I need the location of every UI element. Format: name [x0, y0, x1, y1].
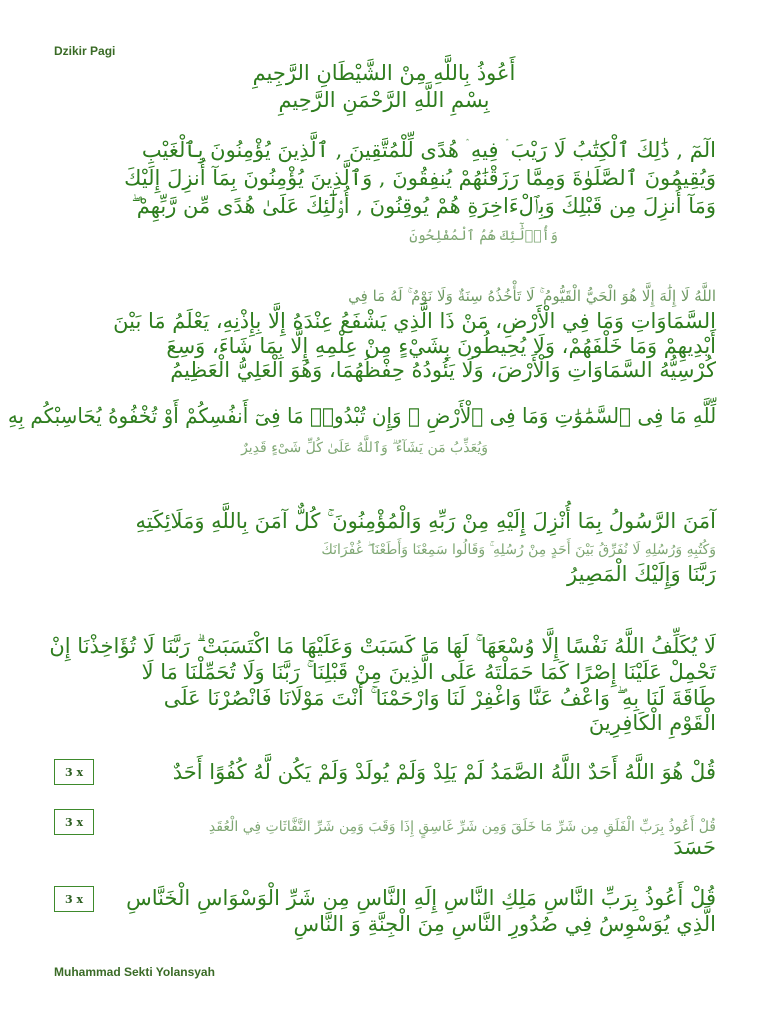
baqarah-286-line-1: لَا يُكَلِّفُ اللَّهُ نَفْسًا إِلَّا وُسْعَهَا ۚ لَهَا مَا كَسَبَتْ وَعَلَيْهَا مَا اكْتَسَبَتْ ۗ رَبَّنَا لَا تُؤَاخِذْنَا إِنْ — [49, 634, 716, 658]
falaq-line-2: حَسَدَ — [673, 835, 716, 859]
baqarah-286-line-3: طَاقَةَ لَنَا بِهِ ۖ وَاعْفُ عَنَّا وَاغْفِرْ لَنَا وَارْحَمْنَا ۚ أَنْتَ مَوْلَانَا فَانْصُرْنَا عَلَى — [163, 686, 716, 710]
author-name: Muhammad Sekti Yolansyah — [54, 965, 215, 979]
baqarah-opening-line-1: الٓمٓ , ذَٰلِكَ ٱلْكِتَٰبُ لَا رَيْبَ ۛ فِيهِ ۛ هُدًى لِّلْمُتَّقِينَ , ٱلَّذِينَ يُؤْمِنُونَ بِٱلْغَيْبِ — [141, 138, 716, 162]
baqarah-opening-line-2: وَيُقِيمُونَ ٱلصَّلَوٰةَ وَمِمَّا رَزَقْنَٰهُمْ يُنفِقُونَ , وَٱلَّذِينَ يُؤْمِنُونَ بِمَآ أُنزِلَ إِلَيْكَ — [124, 166, 716, 190]
ayat-kursi-line-4: كُرْسِيُّهُ السَّمَاوَاتِ وَالْأَرْضَ، وَلَا يَئُودُهُ حِفْظُهُمَا، وَهُوَ الْعَلِيُّ الْعَظِيمُ — [170, 358, 716, 382]
ikhlas-repeat-badge: 3 x — [54, 759, 94, 785]
basmalah: بِسْمِ اللَّهِ الرَّحْمَنِ الرَّحِيمِ — [278, 88, 490, 112]
ayat-kursi-line-3: أَيْدِيهِمْ وَمَا خَلْفَهُمْ، وَلَا يُحِيطُونَ بِشَيْءٍ مِنْ عِلْمِهِ إِلَّا بِمَا شَاءَ، وَسِعَ — [166, 334, 716, 358]
baqarah-285-line-1: آمَنَ الرَّسُولُ بِمَا أُنْزِلَ إِلَيْهِ مِنْ رَبِّهِ وَالْمُؤْمِنُونَ ۚ كُلٌّ آمَنَ بِاللَّهِ وَمَلَائِكَتِهِ — [135, 509, 716, 533]
nas-line-1: قُلْ أَعُوذُ بِرَبِّ النَّاسِ مَلِكِ النَّاسِ إِلَهِ النَّاسِ مِن شَرِّ الْوَسْوَاسِ الْخَنَّاسِ — [126, 886, 716, 910]
ayat-kursi-line-2: السَّمَاوَاتِ وَمَا فِي الْأَرْضِ، مَنْ ذَا الَّذِي يَشْفَعُ عِنْدَهُ إِلَّا بِإِذْنِهِ، يَعْلَمُ مَا بَيْنَ — [113, 309, 716, 333]
document-title: Dzikir Pagi — [54, 44, 116, 58]
falaq-repeat-badge: 3 x — [54, 809, 94, 835]
baqarah-286-line-2: تَحْمِلْ عَلَيْنَا إِصْرًا كَمَا حَمَلْتَهُ عَلَى الَّذِينَ مِنْ قَبْلِنَا ۚ رَبَّنَا وَلَا تُحَمِّلْنَا مَا لَا — [141, 660, 716, 684]
baqarah-285-line-2: وَكُتُبِهِ وَرُسُلِهِ لَا نُفَرِّقُ بَيْنَ أَحَدٍ مِنْ رُسُلِهِ ۚ وَقَالُوا سَمِعْنَا وَأَطَعْنَا ۖ غُفْرَانَكَ — [321, 542, 716, 558]
baqarah-285-line-3: رَبَّنَا وَإِلَيْكَ الْمَصِيرُ — [567, 562, 716, 586]
nas-line-2: الَّذِي يُوَسْوِسُ فِي صُدُورِ النَّاسِ مِنَ الْجِنَّةِ وَ النَّاسِ — [293, 912, 716, 936]
ikhlas-text: قُلْ هُوَ اللَّهُ أَحَدٌ اللَّهُ الصَّمَدُ لَمْ يَلِدْ وَلَمْ يُولَدْ وَلَمْ يَكُن لَّهُ كُفُوًا أَحَدٌ — [172, 760, 716, 784]
ayat-kursi-line-1: اللَّهُ لَا إِلَٰهَ إِلَّا هُوَ الْحَيُّ الْقَيُّومُ ۚ لَا تَأْخُذُهُ سِنَةٌ وَلَا نَوْمٌ ۚ لَهُ مَا فِي — [348, 287, 716, 305]
baqarah-opening-line-3: وَمَآ أُنزِلَ مِن قَبْلِكَ وَبِٱلْءَاخِرَةِ هُمْ يُوقِنُونَ , أُو۟لَٰٓئِكَ عَلَىٰ هُدًى مِّن رَّبِّهِمْ ۖ — [131, 194, 716, 218]
baqarah-286-line-4: الْقَوْمِ الْكَافِرِينَ — [588, 711, 716, 735]
baqarah-opening-line-4: وَأُو۟لَٰٓئِكَ هُمُ ٱلْمُفْلِحُونَ — [409, 228, 558, 244]
baqarah-284-line-2: وَيُعَذِّبُ مَن يَشَآءُ ۗ وَٱللَّهُ عَلَىٰ كُلِّ شَىْءٍ قَدِيرٌ — [241, 440, 488, 456]
nas-repeat-badge: 3 x — [54, 886, 94, 912]
falaq-line-1: قُلْ أَعُوذُ بِرَبِّ الْفَلَقِ مِن شَرِّ مَا خَلَقَ وَمِن شَرِّ غَاسِقٍ إِذَا وَقَبَ وَمِن شَرِّ النَّفَّاثَاتِ فِي الْعُقَدِ — [208, 819, 716, 835]
taawudz: أَعُوذُ بِاللَّهِ مِنْ الشَّيْطَانِ الرَّجِيمِ — [252, 61, 516, 85]
baqarah-284-line-1: لِّلَّهِ مَا فِى ٱلسَّمَٰوَٰتِ وَمَا فِى ٱلْأَرْضِ ۗ وَإِن تُبْدُوا۟ مَا فِىٓ أَنفُسِكُمْ أَوْ تُخْفُوهُ يُحَاسِبْكُم بِهِ — [7, 404, 716, 428]
